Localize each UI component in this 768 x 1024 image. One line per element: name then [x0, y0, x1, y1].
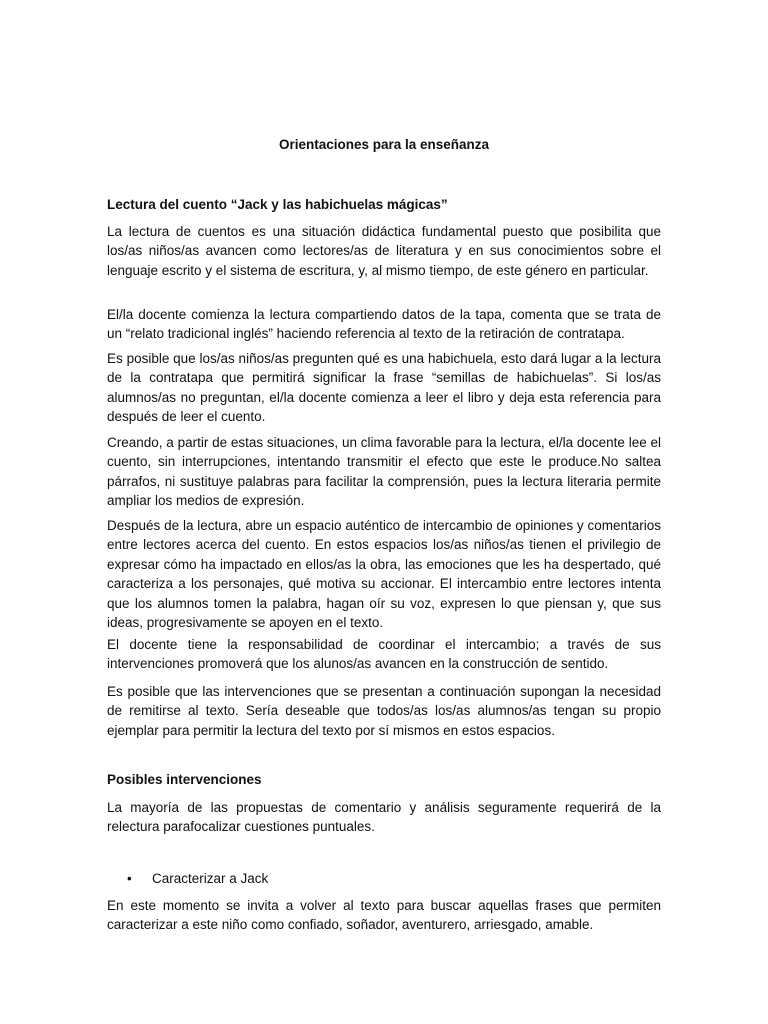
section-heading-intervenciones: Posibles intervenciones — [107, 772, 262, 787]
section-heading-lectura: Lectura del cuento “Jack y las habichuelas mágicas” — [107, 197, 448, 212]
paragraph-2: El/la docente comienza la lectura compartiendo datos de la tapa, comenta que se trata de un “relato tradicional inglés” haciendo referencia al texto de la retiración de contratapa. — [107, 307, 661, 342]
paragraph-3: Es posible que los/as niños/as pregunten qué es una habichuela, esto dará lugar a la lectura de la contratapa que permitirá significar la frase “semillas de habichuelas”. Si los/as alumnos/as no preguntan, el/la docente comienza a leer el libro y deja esta referencia para después de leer el cuento. — [107, 351, 661, 425]
paragraph-6: El docente tiene la responsabilidad de coordinar el intercambio; a través de sus intervenciones promoverá que los alunos/as avancen en la construcción de sentido. — [107, 637, 661, 672]
paragraph-1: La lectura de cuentos es una situación didáctica fundamental puesto que posibilita que los/as niños/as avancen como lectores/as de literatura y en sus conocimientos sobre el lenguaje escrito y el sistema de escritura, y, al mismo tiempo, de este género en particular. — [107, 224, 661, 278]
document-title: Orientaciones para la enseñanza — [278, 137, 490, 152]
bullet-icon: • — [127, 871, 132, 886]
paragraph-9: En este momento se invita a volver al texto para buscar aquellas frases que permiten caracterizar a este niño como confiado, soñador, aventurero, arriesgado, amable. — [107, 898, 661, 933]
paragraph-8: La mayoría de las propuestas de comentario y análisis seguramente requerirá de la relectura parafocalizar cuestiones puntuales. — [107, 800, 661, 835]
bullet-label: Caracterizar a Jack — [152, 871, 269, 886]
paragraph-4: Creando, a partir de estas situaciones, un clima favorable para la lectura, el/la docente lee el cuento, sin interrupciones, intentando transmitir el efecto que este le produce.No saltea párrafos, ni sustituye palabras para facilitar la comprensión, pues la lectura literaria permite ampliar los medios de expresión. — [107, 435, 661, 509]
paragraph-5: Después de la lectura, abre un espacio auténtico de intercambio de opiniones y comentarios entre lectores acerca del cuento. En estos espacios los/as niños/as tienen el privilegio de expresar cómo ha impactado en ellos/as la obra, las emociones que les ha despertado, qué caracteriza a los personajes, qué motiva su accionar. El intercambio entre lectores intenta que los alumnos tomen la palabra, hagan oír su voz, expresen lo que piensan y, que sus ideas, progresivamente se apoyen en el texto. — [107, 518, 661, 631]
paragraph-7: Es posible que las intervenciones que se presentan a continuación supongan la necesidad de remitirse al texto. Sería deseable que todos/as los/as alumnos/as tengan su propio ejemplar para permitir la lectura del texto por sí mismos en estos espacios. — [107, 684, 661, 738]
